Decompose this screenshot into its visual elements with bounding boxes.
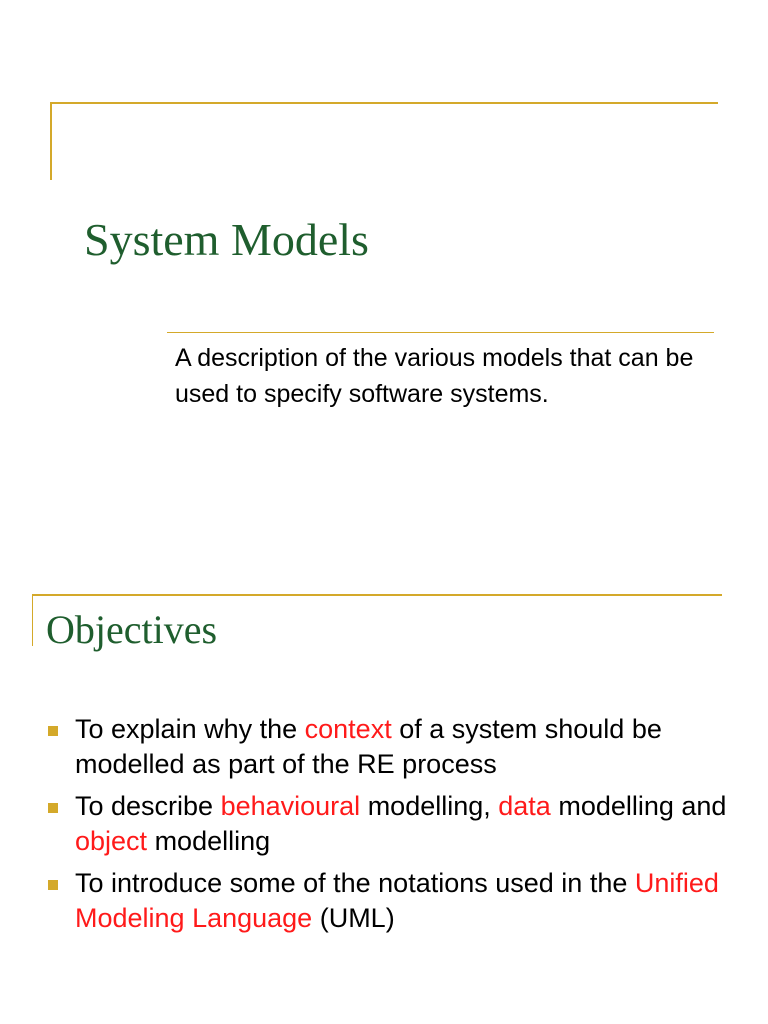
slide1-subtitle: A description of the various models that can be used to specify software systems. <box>175 344 694 408</box>
highlighted-term: context <box>304 714 392 744</box>
objective-item <box>48 866 748 936</box>
bullet-text: To introduce some of the notations used in the <box>75 868 635 898</box>
slide2-title: Objectives <box>46 607 218 652</box>
bullet-text: of a system should be modelled as part of the RE process <box>75 714 662 779</box>
bullet-text: (UML) <box>312 903 395 933</box>
slide1-left-rule <box>50 102 52 180</box>
slide2-left-rule <box>32 594 33 646</box>
slide1-title: System Models <box>84 214 369 265</box>
highlighted-term: data <box>498 791 551 821</box>
square-bullet-icon <box>48 880 58 890</box>
highlighted-term: object <box>75 826 148 856</box>
slide1-top-rule <box>50 102 718 104</box>
objectives-list <box>48 712 748 943</box>
highlighted-term: behavioural <box>220 791 361 821</box>
slide1-subtitle-rule <box>167 332 714 333</box>
bullet-text: To explain why the <box>75 714 305 744</box>
square-bullet-icon <box>48 803 58 813</box>
bullet-text: modelling and <box>550 791 727 821</box>
bullet-text: To describe <box>75 791 221 821</box>
objective-item <box>48 789 748 859</box>
bullet-text: modelling, <box>360 791 499 821</box>
highlighted-term: Unified Modeling Language <box>75 868 719 933</box>
square-bullet-icon <box>48 726 58 736</box>
bullet-text: modelling <box>147 826 271 856</box>
objective-item <box>48 712 748 782</box>
slide2-top-rule <box>32 594 722 596</box>
